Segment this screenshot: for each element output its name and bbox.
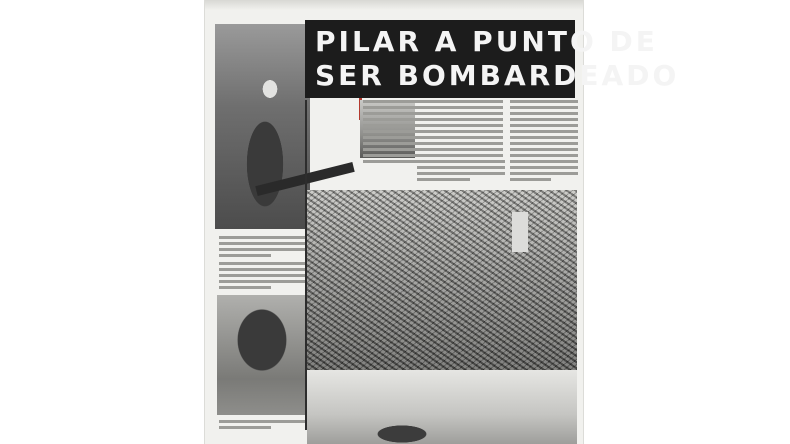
photo-field-soldiers [307,370,577,444]
article-body-column-2 [510,100,578,184]
photo-detail-post [512,212,528,252]
photo-trees [217,295,305,415]
photo-caption-3 [219,420,305,432]
headline-line-1: PILAR A PUNTO DE [315,25,658,58]
headline-banner [305,20,680,98]
headline-line-2: SER BOMBARDEADO [315,59,680,92]
clipping-top-edge [205,0,583,10]
photo-detail-figures [362,414,442,444]
article-body-column-1 [363,100,503,166]
photo-caption-2 [219,262,305,292]
newspaper-clipping [205,0,680,444]
article-body-column-3 [417,160,505,184]
photo-brush-bunker [307,190,577,370]
photo-caption-1 [219,236,305,260]
photo-soldier-with-binoculars [215,24,310,229]
